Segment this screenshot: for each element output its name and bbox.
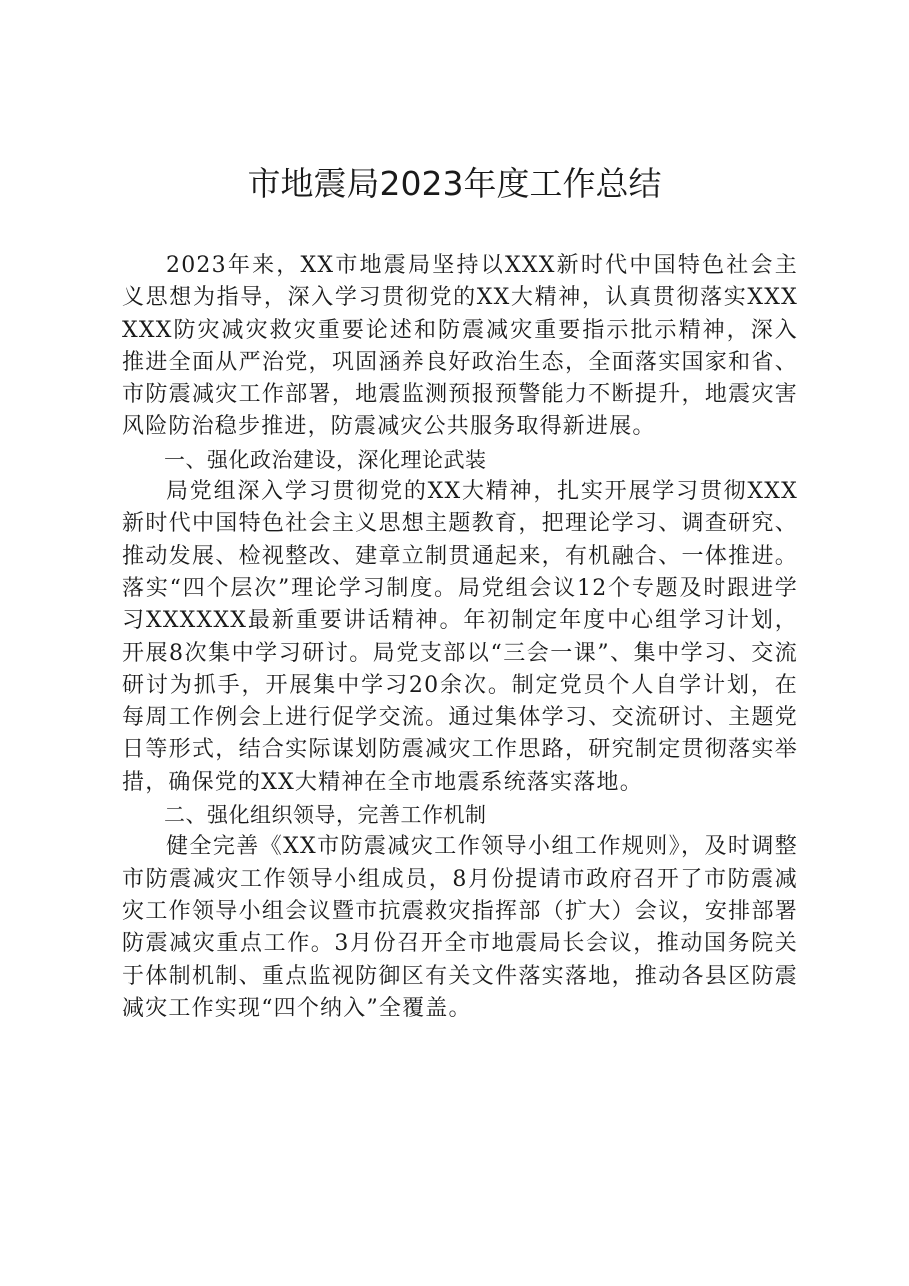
section-2-paragraph: 健全完善《XX市防震减灾工作领导小组工作规则》，及时调整市防震减灾工作领导小组成员，8月份提请市政府召开了市防震减灾工作领导小组会议暨市抗震救灾指挥部（扩大）会议，安排部署防震减灾重点工作。3月份召开全市地震局长会议，推动国务院关于体制机制、重点监视防御区有关文件落实落地，推动各县区防震减灾工作实现“四个纳入”全覆盖。 <box>122 834 798 1021</box>
document-title: 市地震局2023年度工作总结 <box>247 164 662 203</box>
section-heading-1: 一、强化政治建设，深化理论武装 <box>164 447 487 472</box>
document-body <box>122 250 798 1025</box>
intro-paragraph: 2023年来，XX市地震局坚持以XXX新时代中国特色社会主义思想为指导，深入学习贯彻党的XX大精神，认真贯彻落实XXXXXX防灾减灾救灾重要论述和防震减灾重要指示批示精神，深入推进全面从严治党，巩固涵养良好政治生态，全面落实国家和省、市防震减灾工作部署，地震监测预报预警能力不断提升，地震灾害风险防治稳步推进，防震减灾公共服务取得新进展。 <box>122 253 798 440</box>
section-1-paragraph: 局党组深入学习贯彻党的XX大精神，扎实开展学习贯彻XXX新时代中国特色社会主义思想主题教育，把理论学习、调查研究、推动发展、检视整改、建章立制贯通起来，有机融合、一体推进。落实“四个层次”理论学习制度。局党组会议12个专题及时跟进学习XXXXXX最新重要讲话精神。年初制定年度中心组学习计划，开展8次集中学习研讨。局党支部以“三会一课”、集中学习、交流研讨为抓手，开展集中学习20余次。制定党员个人自学计划，在每周工作例会上进行促学交流。通过集体学习、交流研讨、主题党日等形式，结合实际谋划防震减灾工作思路，研究制定贯彻落实举措，确保党的XX大精神在全市地震系统落实落地。 <box>122 479 798 795</box>
section-heading-2: 二、强化组织领导，完善工作机制 <box>164 803 487 828</box>
